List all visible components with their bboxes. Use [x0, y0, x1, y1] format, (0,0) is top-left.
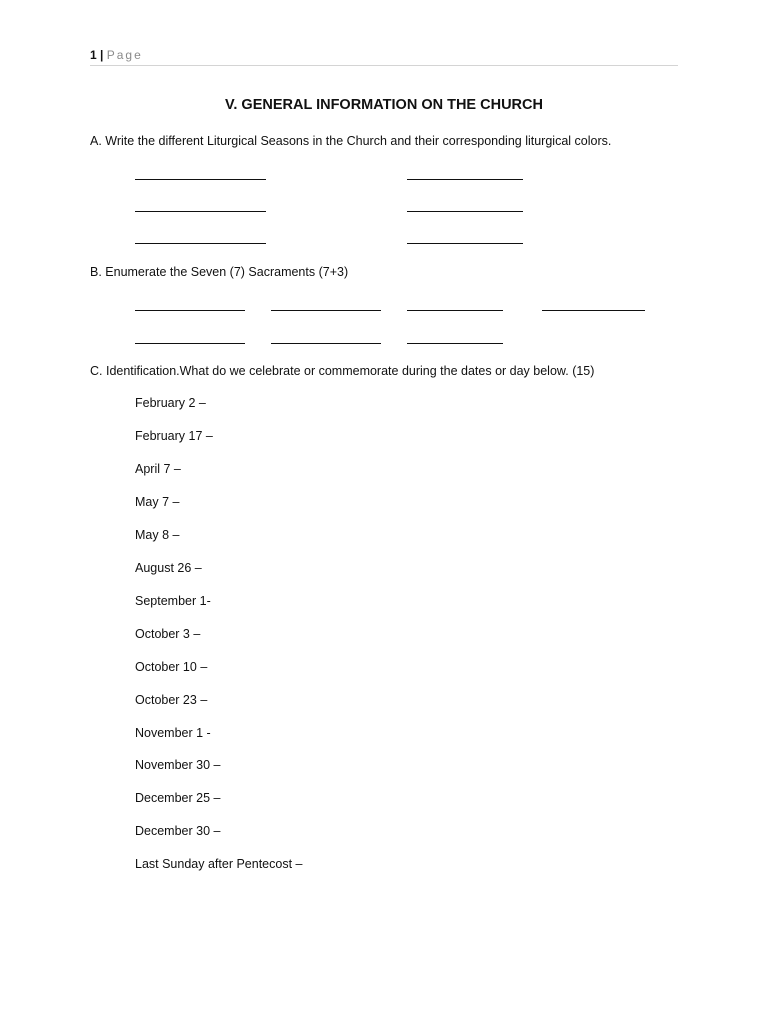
answer-blank[interactable]: [135, 310, 245, 311]
page-title: V. GENERAL INFORMATION ON THE CHURCH: [225, 97, 543, 113]
date-item: Last Sunday after Pentecost –: [135, 857, 303, 871]
answer-blank[interactable]: [135, 243, 266, 244]
answer-blank[interactable]: [407, 211, 523, 212]
date-item: October 10 –: [135, 660, 208, 674]
date-item: May 8 –: [135, 528, 180, 542]
answer-blank[interactable]: [542, 310, 645, 311]
date-item: November 1 -: [135, 726, 211, 740]
section-c-question: C. Identification.What do we celebrate or commemorate during the dates or day below. (15): [90, 364, 595, 378]
date-item: November 30 –: [135, 758, 221, 772]
page-separator: |: [100, 48, 104, 62]
answer-blank[interactable]: [135, 211, 266, 212]
page-number: 1: [90, 48, 97, 62]
answer-blank[interactable]: [135, 343, 245, 344]
answer-blank[interactable]: [407, 343, 503, 344]
answer-blank[interactable]: [135, 179, 266, 180]
date-item: February 17 –: [135, 429, 213, 443]
answer-blank[interactable]: [271, 343, 381, 344]
date-item: October 23 –: [135, 693, 208, 707]
date-item: December 30 –: [135, 824, 221, 838]
date-item: December 25 –: [135, 791, 221, 805]
answer-blank[interactable]: [407, 179, 523, 180]
date-item: February 2 –: [135, 396, 206, 410]
section-a-question: A. Write the different Liturgical Seasons in the Church and their corresponding liturgical colors.: [90, 134, 612, 148]
date-item: September 1-: [135, 594, 211, 608]
date-item: April 7 –: [135, 462, 181, 476]
section-b-question: B. Enumerate the Seven (7) Sacraments (7+3): [90, 265, 349, 279]
date-item: August 26 –: [135, 561, 202, 575]
answer-blank[interactable]: [271, 310, 381, 311]
page-header: [90, 46, 678, 66]
answer-blank[interactable]: [407, 310, 503, 311]
date-item: October 3 –: [135, 627, 201, 641]
page-word: Page: [106, 48, 143, 62]
answer-blank[interactable]: [407, 243, 523, 244]
date-item: May 7 –: [135, 495, 180, 509]
